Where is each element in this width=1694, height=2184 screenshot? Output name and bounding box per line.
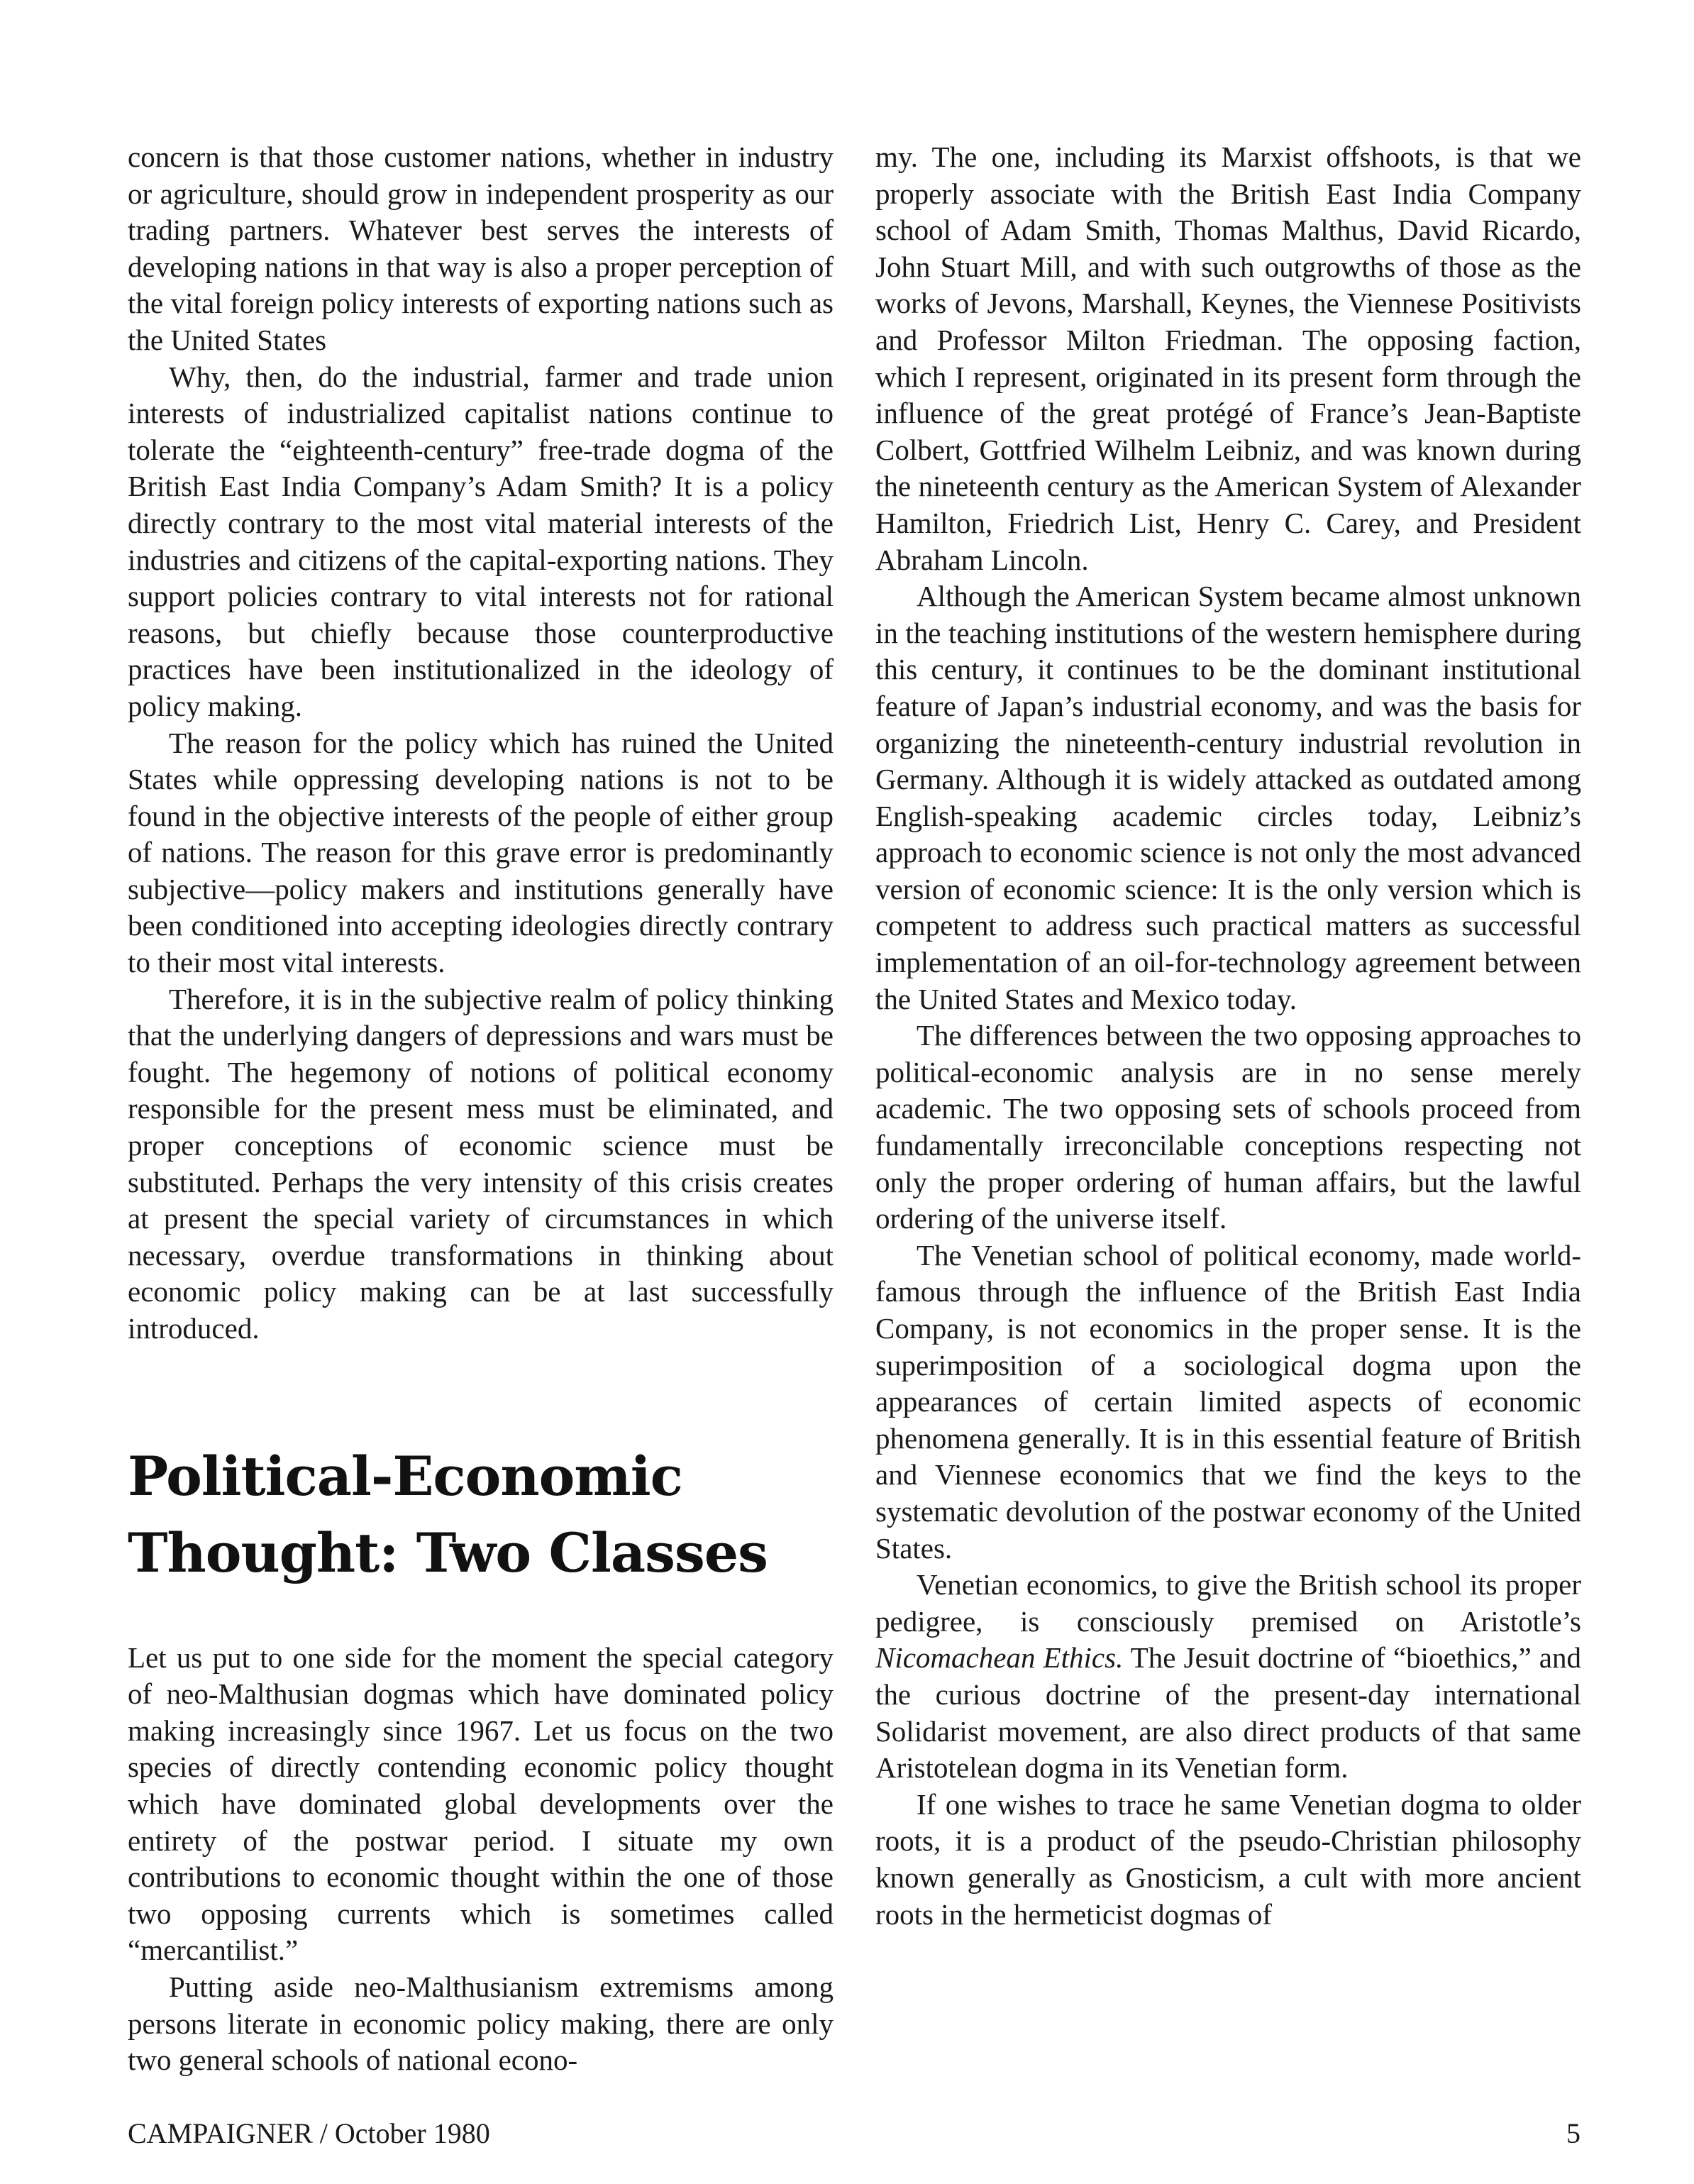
left-column: [128, 139, 834, 2079]
paragraph-right-3: The differences between the two opposing approaches to political-economic analysis are in no sense merely academic. The two opposing sets of schools proceed from fundamentally irreconcilable conceptions respecting not only the proper ordering of human affairs, but the lawful ordering of the universe itself.: [875, 1019, 1581, 1235]
section-heading-line-1: Political-Economic: [128, 1444, 682, 1508]
paragraph-left-4: Therefore, it is in the subjective realm of policy thinking that the underlying dangers of depressions and wars must be fought. The hegemony of notions of political economy responsible for the present mess must be eliminated, and proper conceptions of economic science must be substituted. Perhaps the very intensity of this crisis creates at present the special variety of circumstances in which necessary, overdue transformations in thinking about economic policy making can be at last successfully introduced.: [128, 982, 834, 1345]
paragraph-right-1: my. The one, including its Marxist offshoots, is that we properly associate with the British East India Company school of Adam Smith, Thomas Malthus, David Ricardo, John Stuart Mill, and with such outgrowths of those as the works of Jevons, Marshall, Keynes, the Viennese Positivists and Professor Milton Friedman. The opposing faction, which I represent, originated in its present form through the influence of the great protégé of France’s Jean-Baptiste Colbert, Gottfried Wilhelm Leibniz, and was known during the nineteenth century as the American System of Alexander Hamilton, Friedrich List, Henry C. Carey, and President Abraham Lincoln.: [875, 140, 1581, 576]
paragraph-left-3: The reason for the policy which has ruined the United States while oppressing developing nations is not to be found in the objective interests of the people of either group of nations. The reason for this grave error is predominantly subjective—policy makers and institutions generally have been conditioned into accepting ideologies directly contrary to their most vital interests.: [128, 726, 834, 979]
paragraph-right-4: The Venetian school of political economy, made world-famous through the influence of the British East India Company, is not economics in the proper sense. It is the superimposition of a sociological dogma upon the appearances of certain limited aspects of economic phenomena generally. It is in this essential feature of British and Viennese economics that we find the keys to the systematic devolution of the postwar economy of the United States.: [875, 1238, 1581, 1565]
paragraph-right-6: If one wishes to trace he same Venetian dogma to older roots, it is a product of the pseudo-Christian philosophy known generally as Gnosticism, a cult with more ancient roots in the hermeticist dogmas of: [875, 1787, 1581, 1931]
paragraph-right-5-text-b: The Jesuit doctrine of “bioethics,” and the curious doctrine of the present-day international Solidarist movement, are also direct products of that same Aristotelean dogma in its Venetian form.: [875, 1641, 1581, 1785]
footer-publication: CAMPAIGNER / October 1980: [128, 2117, 490, 2149]
paragraph-left-5: Let us put to one side for the moment the special category of neo-Malthusian dogmas which have dominated policy making increasingly since 1967. Let us focus on the two species of directly contending economic policy thought which have dominated global developments over the entirety of the postwar period. I situate my own contributions to economic thought within the one of those two opposing currents which is sometimes called “mercantilist.”: [128, 1640, 834, 1967]
book-title-italic: Nicomachean Ethics.: [875, 1641, 1124, 1675]
paragraph-left-6: Putting aside neo-Malthusianism extremisms among persons literate in economic policy making, there are only two general schools of national econo-: [128, 1970, 834, 2077]
paragraph-right-5-text-a: Venetian economics, to give the British school its proper pedigree, is consciously premised on Aristotle’s: [875, 1568, 1581, 1638]
paragraph-right-5: [875, 1567, 1581, 1787]
paragraph-left-1: concern is that those customer nations, whether in industry or agriculture, should grow in independent prosperity as our trading partners. Whatever best serves the interests of developing nations in that way is also a proper perception of the vital foreign policy interests of exporting nations such as the United States: [128, 140, 834, 356]
page-number: 5: [1566, 2117, 1580, 2149]
section-heading-line-2: Thought: Two Classes: [128, 1521, 768, 1584]
section-heading: [128, 1438, 834, 1592]
paragraph-left-2: Why, then, do the industrial, farmer and trade union interests of industrialized capitalist nations continue to tolerate the “eighteenth-century” free-trade dogma of the British East India Company’s Adam Smith? It is a policy directly contrary to the most vital material interests of the industries and citizens of the capital-exporting nations. They support policies contrary to vital interests not for rational reasons, but chiefly because those counterproductive practices have been institutionalized in the ideology of policy making.: [128, 360, 834, 722]
right-column: [875, 139, 1581, 1933]
paragraph-right-2: Although the American System became almost unknown in the teaching institutions of the western hemisphere during this century, it continues to be the dominant institutional feature of Japan’s industrial economy, and was the basis for organizing the nineteenth-century industrial revolution in Germany. Although it is widely attacked as outdated among English-speaking academic circles today, Leibniz’s approach to economic science is not only the most advanced version of economic science: It is the only version which is competent to address such practical matters as successful implementation of an oil-for-technology agreement between the United States and Mexico today.: [875, 580, 1581, 1015]
